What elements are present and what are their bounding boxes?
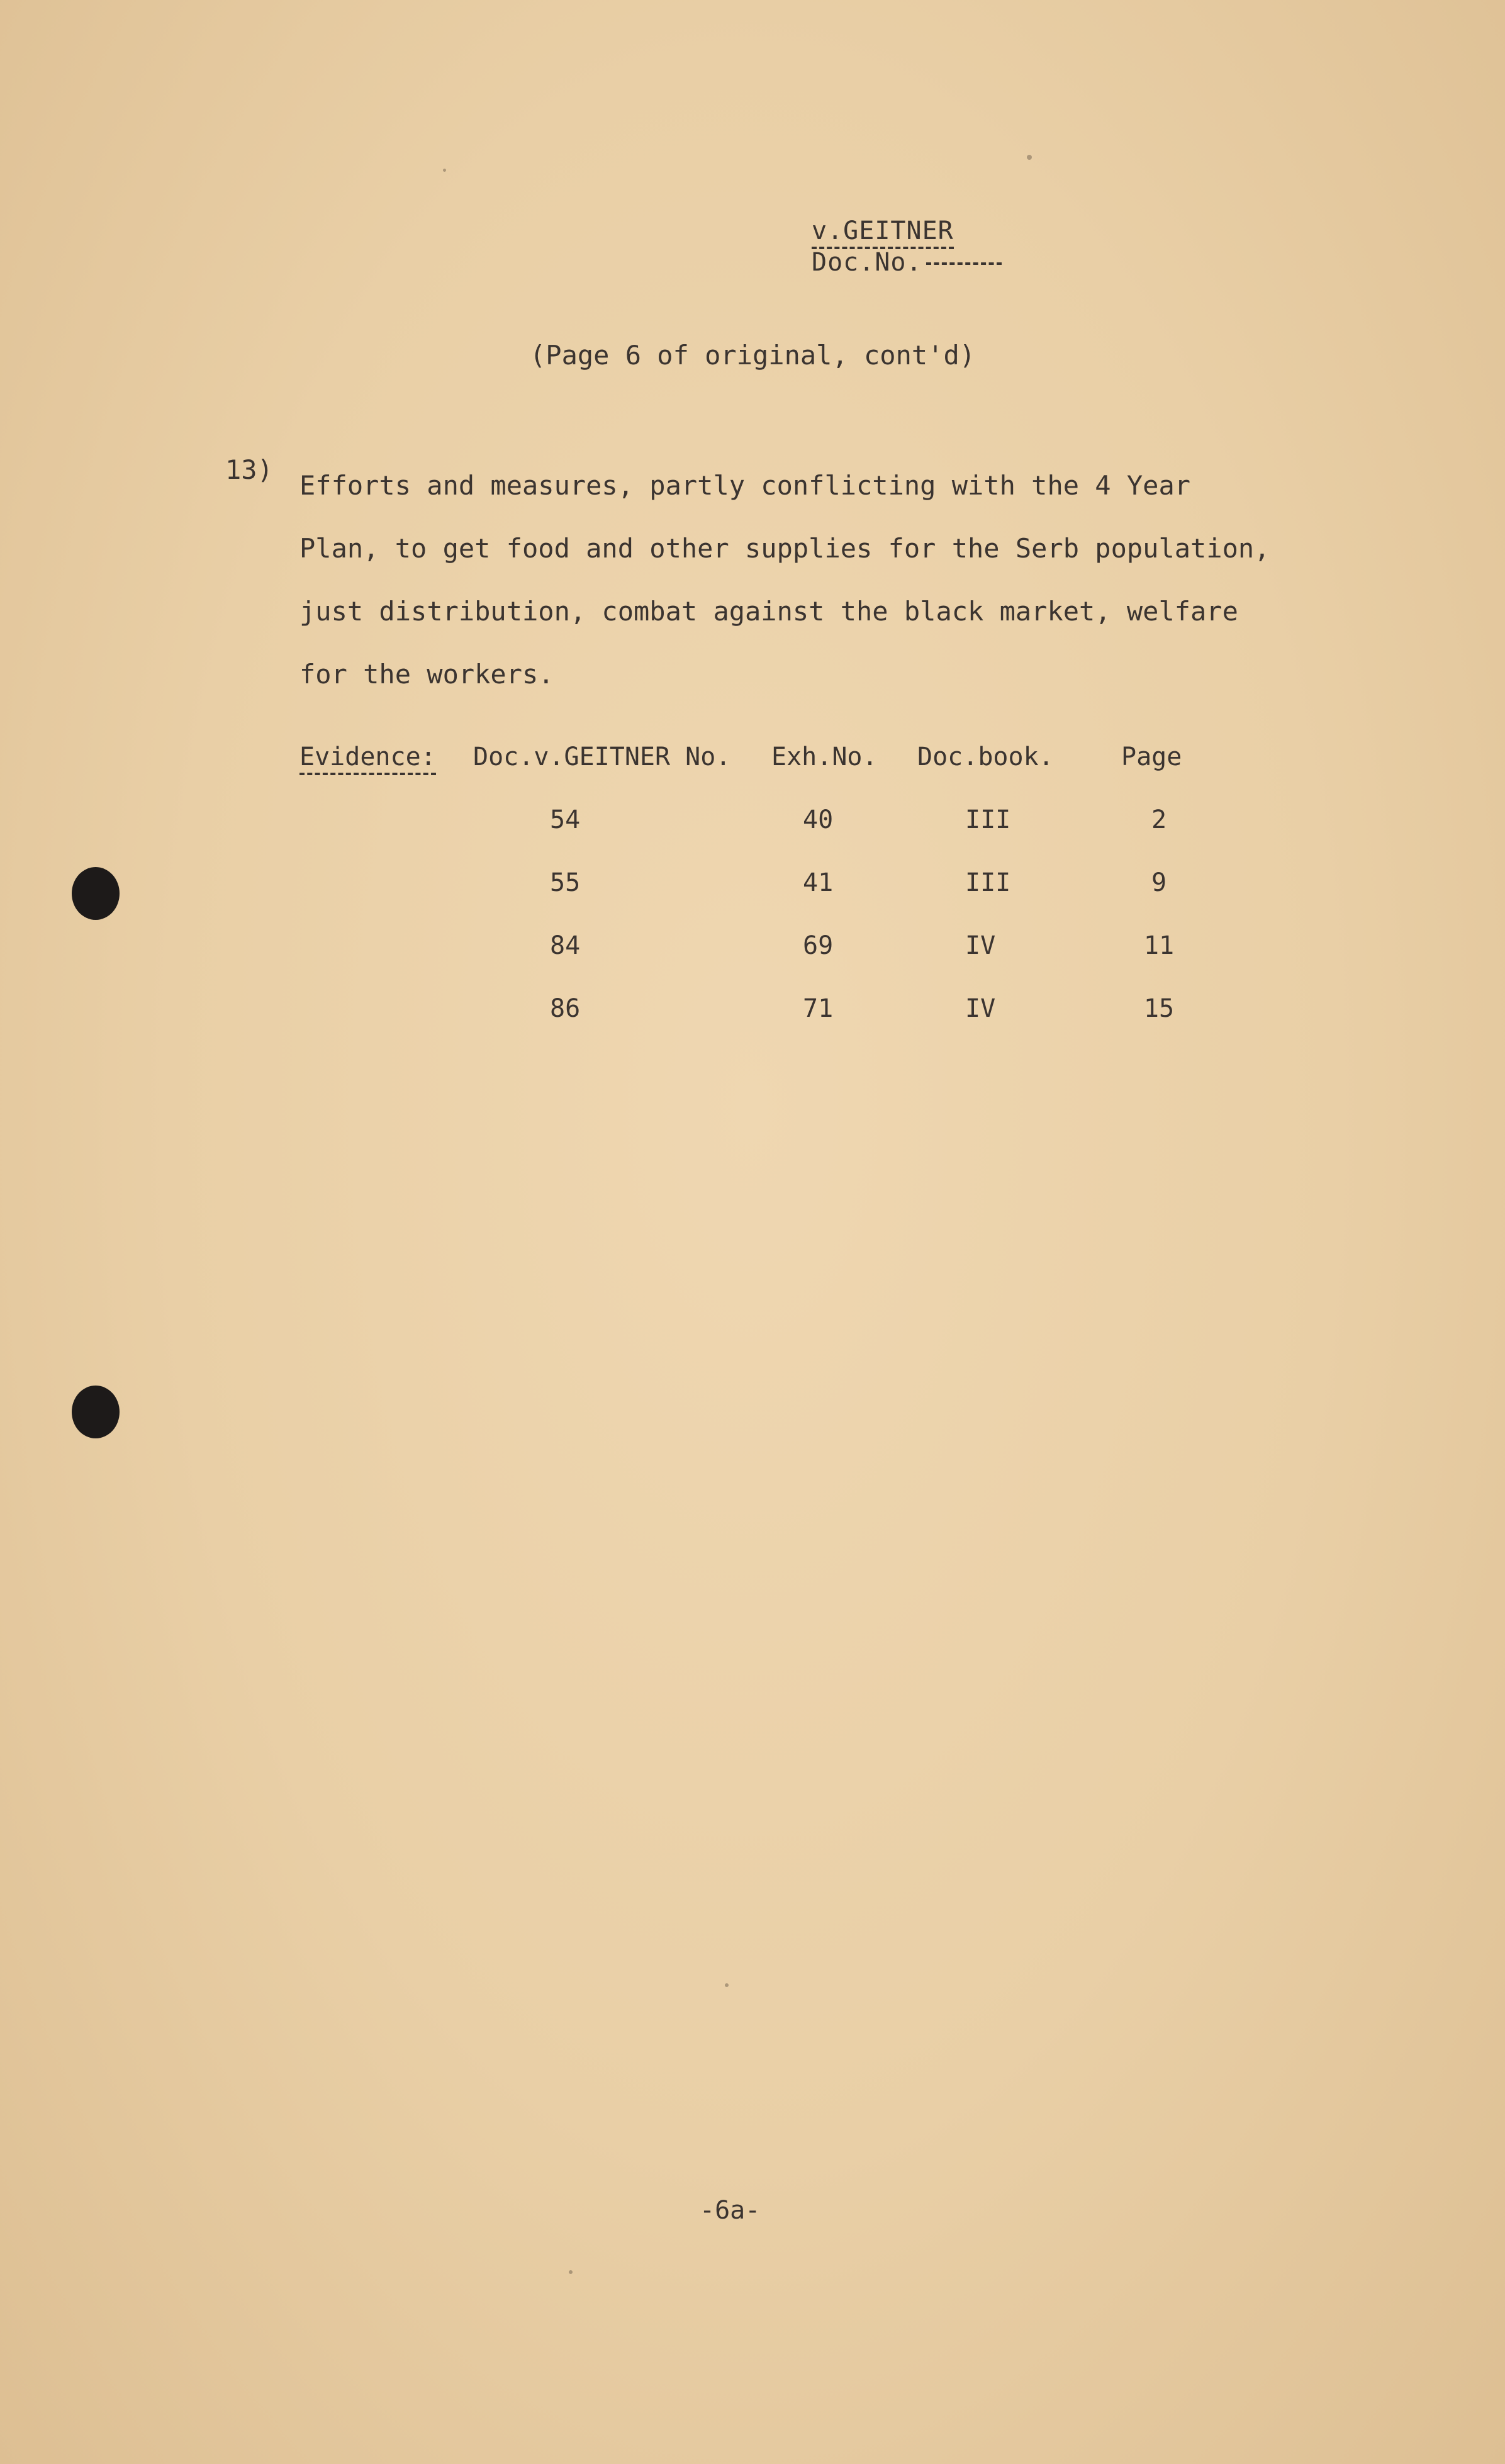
column-header-doc-book: Doc.book. [917, 742, 1054, 771]
paragraph-line: for the workers. [299, 659, 554, 690]
column-header-doc-no: Doc.v.GEITNER No. [473, 742, 731, 771]
cell-doc-book: IV [965, 994, 996, 1023]
punch-hole [72, 867, 120, 920]
table-row [299, 931, 1243, 994]
header-doc-no [812, 248, 1002, 277]
cell-exh-no: 41 [803, 868, 834, 897]
cell-exh-no: 40 [803, 805, 834, 834]
column-header-page: Page [1121, 742, 1182, 771]
cell-page: 15 [1143, 994, 1175, 1023]
evidence-label-text: Evidence: [299, 742, 436, 775]
table-row [299, 868, 1243, 931]
cell-page: 2 [1151, 805, 1167, 834]
evidence-table [299, 742, 1243, 1057]
paper-speck [569, 2270, 573, 2274]
cell-doc-book: III [965, 805, 1011, 834]
evidence-header-row [299, 742, 1243, 805]
cell-doc-book: IV [965, 931, 996, 960]
header-name [812, 216, 954, 245]
cell-doc-no: 86 [550, 994, 581, 1023]
cell-doc-book: III [965, 868, 1011, 897]
doc-no-blank-line [926, 262, 1002, 265]
punch-hole [72, 1386, 120, 1438]
page-note: (Page 6 of original, cont'd) [530, 340, 976, 371]
table-row [299, 994, 1243, 1057]
paper-speck [1027, 155, 1032, 160]
cell-doc-no: 84 [550, 931, 581, 960]
item-paragraph [299, 454, 1281, 706]
evidence-label [299, 742, 436, 771]
cell-page: 9 [1151, 868, 1167, 897]
paper-speck [443, 169, 446, 172]
cell-exh-no: 69 [803, 931, 834, 960]
header-name-text: v.GEITNER [812, 216, 954, 249]
paper-speck [725, 1983, 729, 1987]
header-doc-label: Doc.No. [812, 248, 922, 277]
column-header-exh-no: Exh.No. [771, 742, 878, 771]
paragraph-line: Efforts and measures, partly conflicting with the 4 Year [299, 470, 1191, 501]
cell-doc-no: 55 [550, 868, 581, 897]
table-row [299, 805, 1243, 868]
cell-page: 11 [1143, 931, 1175, 960]
cell-doc-no: 54 [550, 805, 581, 834]
paragraph-line: Plan, to get food and other supplies for the Serb population, [299, 533, 1270, 564]
page-number: -6a- [700, 2196, 761, 2225]
paragraph-line: just distribution, combat against the black market, welfare [299, 596, 1238, 627]
cell-exh-no: 71 [803, 994, 834, 1023]
item-number: 13) [225, 454, 273, 485]
